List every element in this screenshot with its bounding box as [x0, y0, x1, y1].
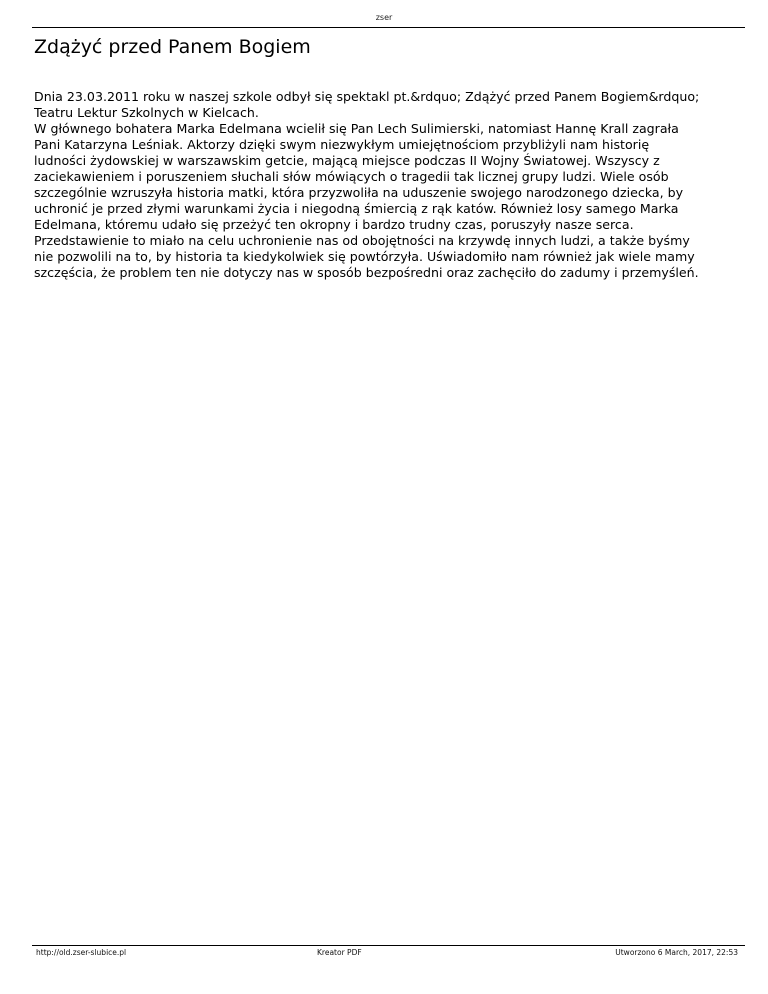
article-line: Przedstawienie to miało na celu uchronienie nas od obojętności na krzywdę innych ludzi, a także byśmy	[34, 233, 690, 248]
article-title: Zdążyć przed Panem Bogiem	[34, 36, 311, 58]
article-line: Pani Katarzyna Leśniak. Aktorzy dzięki swym niezwykłym umiejętnościom przybliżyli nam historię	[34, 137, 650, 152]
article-body	[34, 89, 739, 281]
page-footer	[36, 948, 738, 960]
article-line: nie pozwolili na to, by historia ta kiedykolwiek się powtórzyła. Uświadomiło nam również jak wiele mamy	[34, 249, 695, 264]
article-line: W głównego bohatera Marka Edelmana wcielił się Pan Lech Sulimierski, natomiast Hannę Krall zagrała	[34, 121, 679, 136]
footer-created-date: Utworzono 6 March, 2017, 22:53	[615, 948, 738, 957]
article-line: szczęścia, że problem ten nie dotyczy nas w sposób bezpośredni oraz zachęciło do zadumy i przemyśleń.	[34, 265, 699, 280]
header-divider	[32, 27, 745, 28]
footer-divider	[32, 945, 745, 946]
footer-url-link[interactable]: http://old.zser-slubice.pl	[36, 948, 127, 957]
article-line: Teatru Lektur Szkolnych w Kielcach.	[34, 105, 259, 120]
article-line: zaciekawieniem i poruszeniem słuchali słów mówiących o tragedii tak licznej grupy ludzi. Wiele osób	[34, 169, 669, 184]
footer-generator: Kreator PDF	[317, 948, 362, 957]
article-line: Edelmana, któremu udało się przeżyć ten okropny i bardzo trudny czas, poruszyły nasze serca.	[34, 217, 634, 232]
article-line: szczególnie wzruszyła historia matki, która przyzwoliła na uduszenie swojego narodzonego dziecka, by	[34, 185, 684, 200]
article-line: Dnia 23.03.2011 roku w naszej szkole odbył się spektakl pt.&rdquo; Zdążyć przed Panem Bogiem&rdquo;	[34, 89, 700, 104]
article-line: ludności żydowskiej w warszawskim getcie, mającą miejsce podczas II Wojny Światowej. Wszyscy z	[34, 153, 660, 168]
header-site-label: zser	[375, 13, 393, 22]
article-line: uchronić je przed złymi warunkami życia i niegodną śmiercią z rąk katów. Również losy samego Marka	[34, 201, 679, 216]
